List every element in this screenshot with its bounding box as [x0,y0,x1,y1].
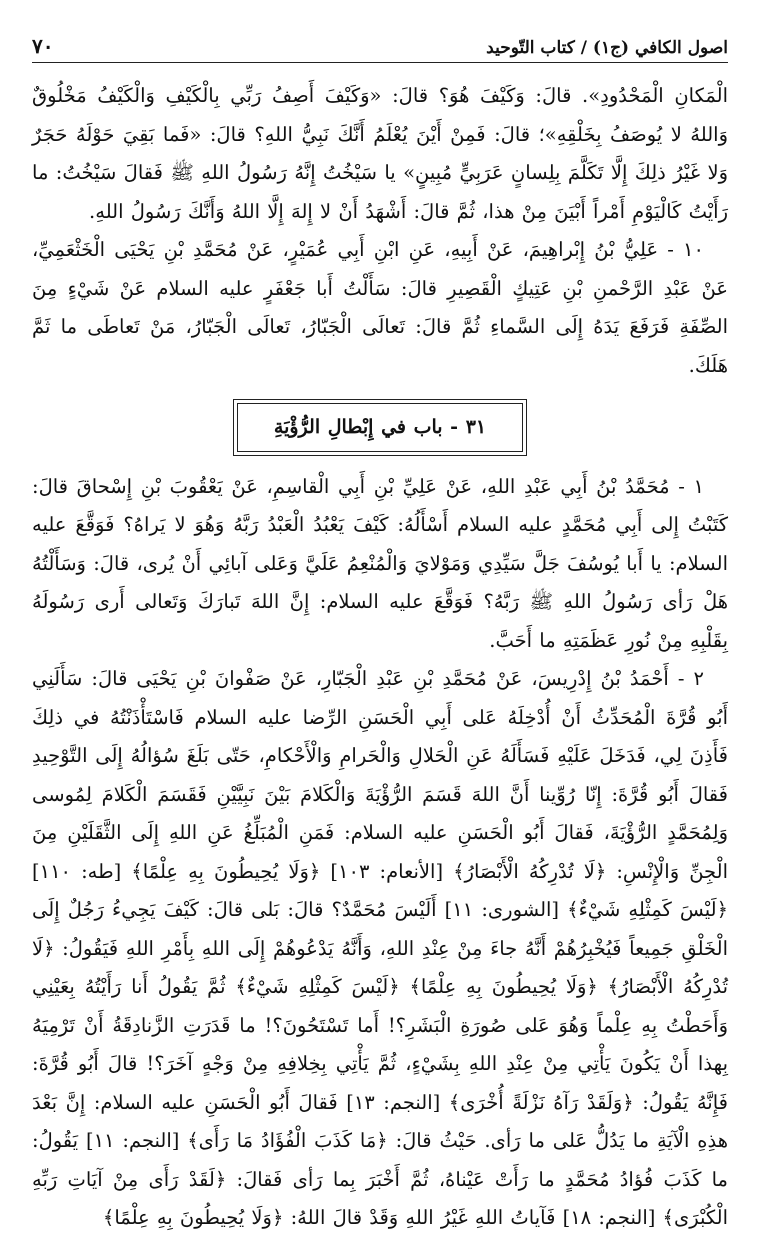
running-title: اصول الكافي (ج١) / كتاب التّوحيد [486,38,728,58]
page-header [32,14,728,63]
chapter-heading [32,399,728,456]
book-page [0,14,766,1229]
chapter-heading-frame [233,399,527,456]
paragraph-hadith-2: ٢ - أَحْمَدُ بْنُ إِدْرِيسَ، عَنْ مُحَمَّدِ بْنِ عَبْدِ الْجَبّارِ، عَنْ صَفْوانَ بْنِ يَحْيَى قالَ: سَأَلَنِي أَبُو قُرَّةَ الْمُحَدِّثُ أَنْ أُدْخِلَهُ عَلى أَبِي الْحَسَنِ الرِّضا عليه السلام فَاسْتَأْذَنْتُهُ في ذلِكَ فَأَذِنَ لِي، فَدَخَلَ عَلَيْهِ فَسَأَلَهُ عَنِ الْحَلالِ وَالْحَرامِ وَالْأَحْكامِ، حَتّى بَلَغَ سُؤالُهُ إِلَى التَّوْحِيدِ فَقالَ أَبُو قُرَّةَ: إِنّا رُوِّينا أَنَّ اللهَ قَسَمَ الرُّؤْيَةَ وَالْكَلامَ بَيْنَ نَبِيَّيْنِ فَقَسَمَ الْكَلامَ لِمُوسى وَلِمُحَمَّدٍ الرُّؤْيَةَ، فَقالَ أَبُو الْحَسَنِ عليه السلام: فَمَنِ الْمُبَلِّغُ عَنِ اللهِ إِلَى الثَّقَلَيْنِ مِنَ الْجِنِّ وَالْإِنْسِ: ﴿لَا تُدْرِكُهُ الْأَبْصَارُ﴾ [الأنعام: ١٠٣] ﴿وَلَا يُحِيطُونَ بِهِ عِلْمًا﴾ [طه: ١١٠] ﴿لَيْسَ كَمِثْلِهِ شَيْءٌ﴾ [الشورى: ١١] أَلَيْسَ مُحَمَّدٌ؟ قالَ: بَلى قالَ: كَيْفَ يَجِيءُ رَجُلٌ إِلَى الْخَلْقِ جَمِيعاً فَيُخْبِرُهُمْ أَنَّهُ جاءَ مِنْ عِنْدِ اللهِ، وَأَنَّهُ يَدْعُوهُمْ إِلَى اللهِ بِأَمْرِ اللهِ فَيَقُولُ: ﴿لَا تُدْرِكُهُ الْأَبْصَارُ﴾ ﴿وَلَا يُحِيطُونَ بِهِ عِلْمًا﴾ ﴿لَيْسَ كَمِثْلِهِ شَيْءٌ﴾ ثُمَّ يَقُولُ أَنا رَأَيْتُهُ بِعَيْنِي وَأَحَطْتُ بِهِ عِلْماً وَهُوَ عَلى صُورَةِ الْبَشَرِ؟! أَما تَسْتَحُونَ؟! ما قَدَرَتِ الزَّنادِقَةُ أَنْ تَرْمِيَهُ بِهذا أَنْ يَكُونَ يَأْتِي مِنْ عِنْدِ اللهِ بِشَيْءٍ، ثُمَّ يَأْتِي بِخِلافِهِ مِنْ وَجْهٍ آخَرَ؟! قالَ أَبُو قُرَّةَ: فَإِنَّهُ يَقُولُ: ﴿وَلَقَدْ رَآهُ نَزْلَةً أُخْرَى﴾ [النجم: ١٣] فَقالَ أَبُو الْحَسَنِ عليه السلام: إِنَّ بَعْدَ هذِهِ الْآيَةِ ما يَدُلُّ عَلى ما رَأى. حَيْثُ قالَ: ﴿مَا كَذَبَ الْفُؤَادُ مَا رَأَى﴾ [النجم: ١١] يَقُولُ: ما كَذَبَ فُؤادُ مُحَمَّدٍ ما رَأَتْ عَيْناهُ، ثُمَّ أَخْبَرَ بِما رَأى فَقالَ: ﴿لَقَدْ رَأَى مِنْ آيَاتِ رَبِّهِ الْكُبْرَى﴾ [النجم: ١٨] فَآياتُ اللهِ غَيْرُ اللهِ وَقَدْ قالَ اللهُ: ﴿وَلَا يُحِيطُونَ بِهِ عِلْمًا﴾ [32,667,728,1229]
chapter-title: ٣١ - باب في إِبْطالِ الرُّؤْيَةِ [237,403,523,452]
page-body [32,77,728,1238]
paragraph-hadith-1: ١ - مُحَمَّدُ بْنُ أَبِي عَبْدِ اللهِ، عَنْ عَلِيِّ بْنِ أَبِي الْقاسِمِ، عَنْ يَعْقُوبَ بْنِ إِسْحاقَ قالَ: كَتَبْتُ إِلى أَبِي مُحَمَّدٍ عليه السلام أَسْأَلُهُ: كَيْفَ يَعْبُدُ الْعَبْدُ رَبَّهُ وَهُوَ لا يَراهُ؟ فَوَقَّعَ عليه السلام: يا أَبا يُوسُفَ جَلَّ سَيِّدِي وَمَوْلايَ وَالْمُنْعِمُ عَلَيَّ وَعَلى آبائِي أَنْ يُرى، قالَ: وَسَأَلْتُهُ هَلْ رَأى رَسُولُ اللهِ ﷺ رَبَّهُ؟ فَوَقَّعَ عليه السلام: إِنَّ اللهَ تَبارَكَ وَتَعالى أَرى رَسُولَهُ بِقَلْبِهِ مِنْ نُورِ عَظَمَتِهِ ما أَحَبَّ. [32,474,728,652]
paragraph-hadith-10: ١٠ - عَلِيُّ بْنُ إِبْراهِيمَ، عَنْ أَبِيهِ، عَنِ ابْنِ أَبِي عُمَيْرٍ، عَنْ مُحَمَّدِ بْنِ يَحْيَى الْخَثْعَمِيِّ، عَنْ عَبْدِ الرَّحْمنِ بْنِ عَتِيكٍ الْقَصِيرِ قالَ: سَأَلْتُ أَبا جَعْفَرٍ عليه السلام عَنْ شَيْءٍ مِنَ الصِّفَةِ فَرَفَعَ يَدَهُ إِلَى السَّماءِ ثُمَّ قالَ: تَعالَى الْجَبّارُ، تَعالَى الْجَبّارُ، مَنْ تَعاطَى ما ثَمَّ هَلَكَ. [32,238,728,377]
page-number: ٧٠ [32,34,54,58]
paragraph-continuation: الْمَكانِ الْمَحْدُودِ». قالَ: وَكَيْفَ هُوَ؟ قالَ: «وَكَيْفَ أَصِفُ رَبِّي بِالْكَيْفِ وَالْكَيْفُ مَخْلُوقٌ وَاللهُ لا يُوصَفُ بِخَلْقِهِ»؛ قالَ: فَمِنْ أَيْنَ يُعْلَمُ أَنَّكَ نَبِيُّ اللهِ؟ قالَ: «فَما بَقِيَ حَوْلَهُ حَجَرٌ وَلا غَيْرُ ذلِكَ إِلَّا تَكَلَّمَ بِلِسانٍ عَرَبِيٍّ مُبِينٍ» يا سَيْخُتُ إِنَّهُ رَسُولُ اللهِ ﷺ فَقالَ سَيْخُتُ: ما رَأَيْتُ كَالْيَوْمِ أَمْراً أَبْيَنَ مِنْ هذا، ثُمَّ قالَ: أَشْهَدُ أَنْ لا إِلهَ إِلَّا اللهُ وَأَنَّكَ رَسُولُ اللهِ. [32,84,728,223]
